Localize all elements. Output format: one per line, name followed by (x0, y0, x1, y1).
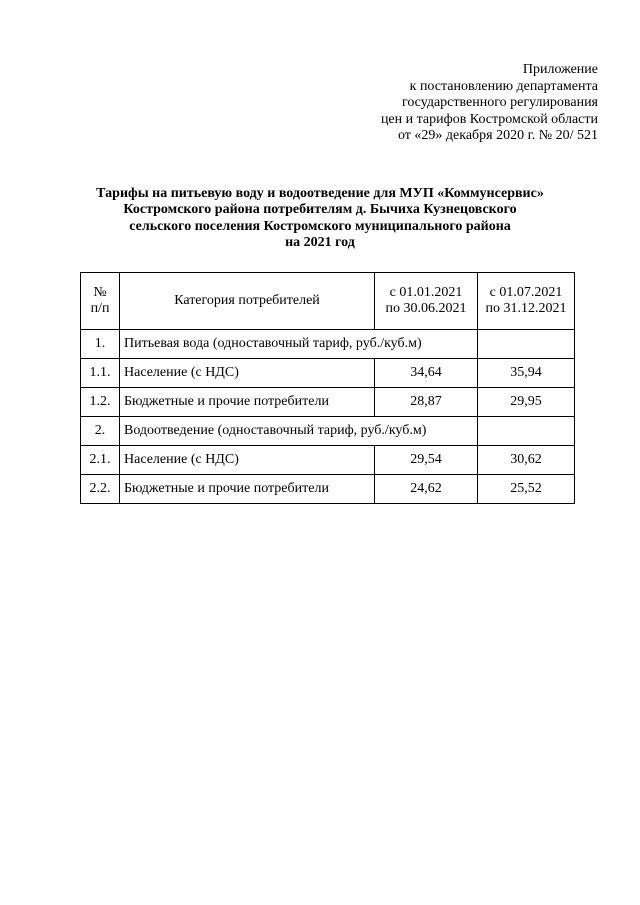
title-line: на 2021 год (285, 235, 355, 251)
row-value-period-1: 24,62 (375, 475, 478, 504)
row-num: 2.2. (81, 475, 120, 504)
section-row-sewerage (81, 417, 575, 446)
section-row-water (81, 330, 575, 359)
title-line: Костромского района потребителям д. Бычиха Кузнецовского (123, 202, 517, 218)
row-value-period-2: 35,94 (478, 359, 575, 388)
row-category: Бюджетные и прочие потребители (120, 388, 375, 417)
row-num: 1.1. (81, 359, 120, 388)
header-num: № п/п (81, 273, 120, 330)
row-value-period-1: 29,54 (375, 446, 478, 475)
appendix-line: цен и тарифов Костромской области (380, 111, 598, 127)
row-value-period-2: 29,95 (478, 388, 575, 417)
header-period-2: с 01.07.2021 по 31.12.2021 (478, 273, 575, 330)
row-num: 2.1. (81, 446, 120, 475)
table-row (81, 359, 575, 388)
row-value-period-1: 28,87 (375, 388, 478, 417)
row-value-period-1: 34,64 (375, 359, 478, 388)
appendix-line: к постановлению департамента (409, 78, 598, 94)
table-row (81, 446, 575, 475)
appendix-line: от «29» декабря 2020 г. № 20/ 521 (397, 128, 598, 144)
table-header-row (81, 273, 575, 330)
appendix-line: государственного регулирования (401, 95, 598, 111)
title-line: Тарифы на питьевую воду и водоотведение для МУП «Коммунсервис» (96, 186, 544, 201)
row-value-period-2: 30,62 (478, 446, 575, 475)
section-label: Питьевая вода (одноставочный тариф, руб./куб.м) (120, 330, 478, 359)
header-category: Категория потребителей (120, 273, 375, 330)
section-label: Водоотведение (одноставочный тариф, руб./куб.м) (120, 417, 478, 446)
section-empty-cell (478, 417, 575, 446)
document-title (60, 186, 580, 252)
section-num: 2. (81, 417, 120, 446)
row-value-period-2: 25,52 (478, 475, 575, 504)
tariffs-table (80, 272, 575, 504)
row-category: Население (с НДС) (120, 446, 375, 475)
section-num: 1. (81, 330, 120, 359)
row-category: Население (с НДС) (120, 359, 375, 388)
section-empty-cell (478, 330, 575, 359)
row-num: 1.2. (81, 388, 120, 417)
appendix-block (381, 62, 598, 145)
header-period-1: с 01.01.2021 по 30.06.2021 (375, 273, 478, 330)
table-row (81, 475, 575, 504)
row-category: Бюджетные и прочие потребители (120, 475, 375, 504)
appendix-line: Приложение (522, 62, 598, 77)
title-line: сельского поселения Костромского муниципального района (129, 218, 511, 234)
table-row (81, 388, 575, 417)
